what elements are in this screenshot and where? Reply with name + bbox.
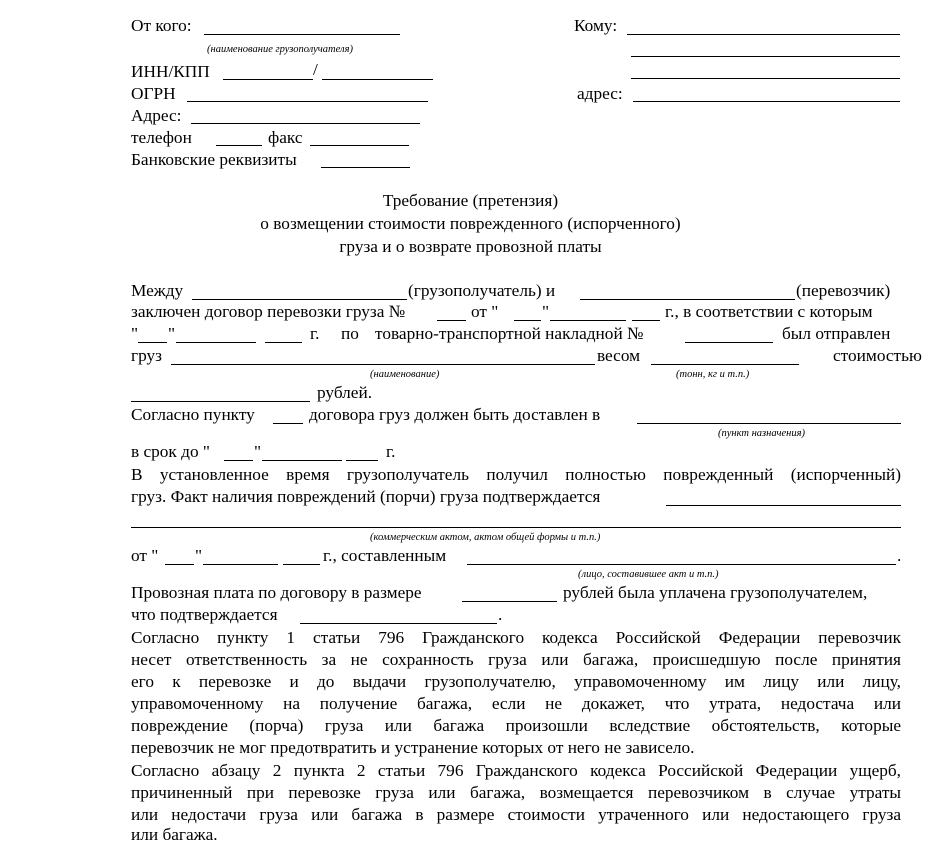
carrier-field[interactable] <box>580 299 795 300</box>
weight-label: весом <box>597 346 641 365</box>
title-line-2: о возмещении стоимости поврежденного (испорченного) <box>260 214 681 233</box>
cargo-label: груз <box>131 346 162 365</box>
inn-field[interactable] <box>223 79 313 80</box>
act-caption: (коммерческим актом, актом общей формы и т.п.) <box>370 532 601 543</box>
waybill-by: по <box>341 324 359 343</box>
contract-quote: " <box>542 302 550 321</box>
destination-field[interactable] <box>637 423 901 424</box>
paragraph-1-line-6: перевозчик не мог предотвратить и устранение которых от него не зависело. <box>131 738 695 757</box>
act-field[interactable] <box>666 505 901 506</box>
cost-field[interactable] <box>131 401 310 402</box>
act-date-text: от " <box>131 546 159 565</box>
ogrn-label: ОГРН <box>131 84 176 103</box>
from-caption: (наименование грузополучателя) <box>207 44 353 55</box>
fax-field[interactable] <box>310 145 409 146</box>
contract-from: от " <box>471 302 499 321</box>
destination-caption: (пункт назначения) <box>718 428 805 439</box>
weight-caption: (тонн, кг и т.п.) <box>676 369 750 380</box>
waybill-quote-open: " <box>131 324 139 343</box>
paragraph-2-line-3: или недостачи груза или багажа в размере стоимости утраченного или недостающего груза <box>131 805 901 824</box>
paragraph-1-line-1: Согласно пункту 1 статьи 796 Гражданского кодекса Российской Федерации перевозчик <box>131 628 901 647</box>
consignee-paren: (грузополучатель) и <box>408 281 556 300</box>
bank-label: Банковские реквизиты <box>131 150 297 169</box>
carrier-paren: (перевозчик) <box>796 281 891 300</box>
waybill-year-field[interactable] <box>265 342 302 343</box>
rubles-label: рублей. <box>317 383 373 402</box>
deadline-month-field[interactable] <box>262 460 342 461</box>
ogrn-field[interactable] <box>187 101 428 102</box>
contract-day-field[interactable] <box>514 320 541 321</box>
deadline-quote: " <box>254 442 262 461</box>
contract-year-field[interactable] <box>632 320 660 321</box>
between-label: Между <box>131 281 184 300</box>
act-date-quote: " <box>195 546 203 565</box>
title-line-1: Требование (претензия) <box>382 191 559 210</box>
title-line-3: груза и о возврате провозной платы <box>339 237 602 256</box>
to-field-line-2[interactable] <box>631 56 900 57</box>
received-line-2: груз. Факт наличия повреждений (порчи) груза подтверждается <box>131 487 601 506</box>
waybill-quote-close: " <box>168 324 176 343</box>
waybill-month-field[interactable] <box>176 342 256 343</box>
fee-text: Провозная плата по договору в размере <box>131 583 422 602</box>
paragraph-1-line-4: управомоченному на получение багажа, если не докажет, что утрата, недостача или <box>131 694 901 713</box>
kpp-field[interactable] <box>322 79 433 80</box>
phone-label: телефон <box>131 128 192 147</box>
weight-field[interactable] <box>651 364 799 365</box>
fee-text-tail: рублей была уплачена грузополучателем, <box>563 583 868 602</box>
clause-number-field[interactable] <box>273 423 303 424</box>
address-field[interactable] <box>191 123 420 124</box>
bank-field[interactable] <box>321 167 410 168</box>
clause-text: Согласно пункту <box>131 405 255 424</box>
paragraph-1-line-3: его к перевозке и до выдачи грузополучателю, управомоченному им лицу или лицу, <box>131 672 901 691</box>
paragraph-2-line-4: или багажа. <box>131 825 218 844</box>
contract-number-field[interactable] <box>437 320 466 321</box>
contract-text: заключен договор перевозки груза № <box>131 302 406 321</box>
to-label: Кому: <box>574 16 618 35</box>
act-person-dot: . <box>897 546 902 565</box>
deadline-text: в срок до " <box>131 442 210 461</box>
from-field[interactable] <box>204 34 400 35</box>
contract-month-field[interactable] <box>550 320 626 321</box>
name-caption: (наименование) <box>370 369 440 380</box>
clause-text-tail: договора груз должен быть доставлен в <box>309 405 601 424</box>
act-field-line-2[interactable] <box>131 527 901 528</box>
fee-confirmed-field[interactable] <box>300 623 497 624</box>
paragraph-1-line-2: несет ответственность за не сохранность груза или багажа, происшедшую после принятия <box>131 650 901 669</box>
act-composed-text: г., составленным <box>323 546 447 565</box>
act-day-field[interactable] <box>165 564 194 565</box>
to-field[interactable] <box>627 34 900 35</box>
received-line-1: В установленное время грузополучатель получил полностью поврежденный (испорченный) <box>131 465 901 484</box>
paragraph-2-line-1: Согласно абзацу 2 пункта 2 статьи 796 Гражданского кодекса Российской Федерации ущерб, <box>131 761 901 780</box>
deadline-year-field[interactable] <box>346 460 378 461</box>
address-label: Адрес: <box>131 106 182 125</box>
fee-confirmed-text: что подтверждается <box>131 605 278 624</box>
waybill-year-suffix: г. <box>310 324 320 343</box>
consignee-field[interactable] <box>192 299 407 300</box>
person-caption: (лицо, составившее акт и т.п.) <box>578 569 719 580</box>
waybill-tail: был отправлен <box>782 324 891 343</box>
waybill-text: товарно-транспортной накладной № <box>375 324 644 343</box>
recipient-address-field[interactable] <box>633 101 900 102</box>
act-month-field[interactable] <box>203 564 278 565</box>
cargo-name-field[interactable] <box>171 364 595 365</box>
phone-field[interactable] <box>216 145 262 146</box>
fax-label: факс <box>268 128 303 147</box>
waybill-day-field[interactable] <box>138 342 167 343</box>
paragraph-2-line-2: причиненный при перевозке груза или багажа, возмещается перевозчиком в случае утраты <box>131 783 901 802</box>
fee-dot: . <box>498 605 503 624</box>
contract-tail: г., в соответствии с которым <box>665 302 873 321</box>
inn-kpp-label: ИНН/КПП <box>131 62 210 81</box>
cost-label: стоимостью <box>833 346 922 365</box>
deadline-day-field[interactable] <box>224 460 253 461</box>
recipient-address-label: адрес: <box>577 84 623 103</box>
from-label: От кого: <box>131 16 192 35</box>
waybill-number-field[interactable] <box>685 342 773 343</box>
deadline-year-suffix: г. <box>386 442 396 461</box>
act-year-field[interactable] <box>283 564 320 565</box>
act-person-field[interactable] <box>467 564 896 565</box>
inn-kpp-separator: / <box>313 60 318 79</box>
to-field-line-3[interactable] <box>631 78 900 79</box>
paragraph-1-line-5: повреждение (порча) груза или багажа произошли вследствие обстоятельств, которые <box>131 716 901 735</box>
fee-amount-field[interactable] <box>462 601 557 602</box>
